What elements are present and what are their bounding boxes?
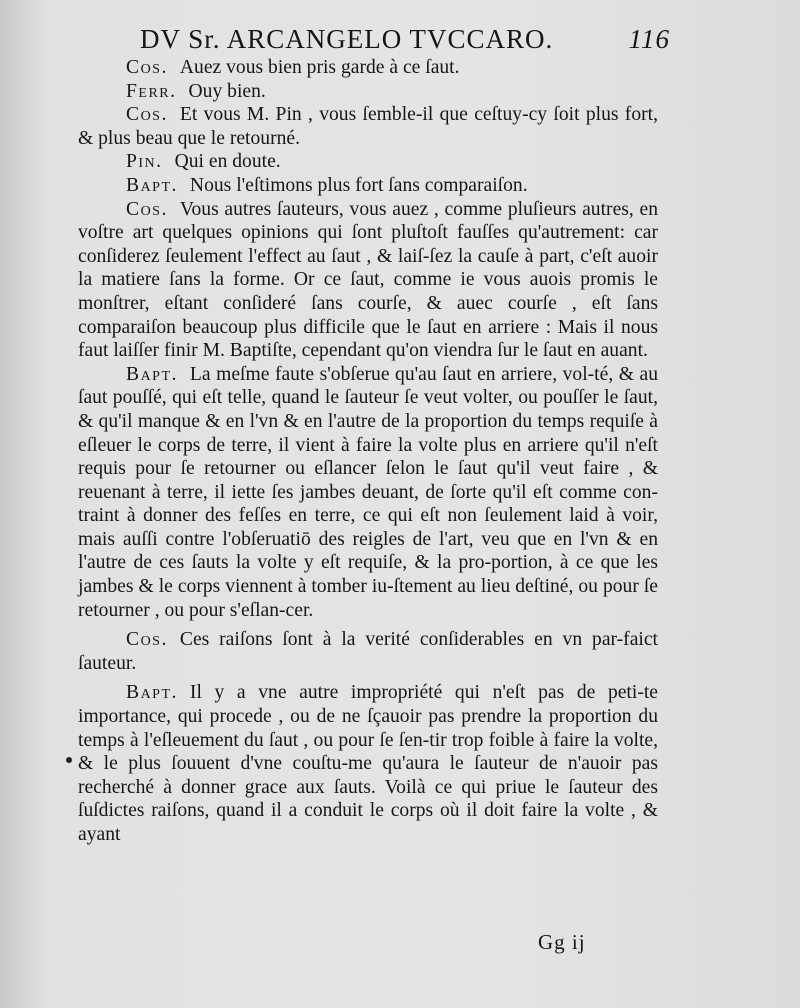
- speaker-label: Cos.: [126, 198, 168, 220]
- speaker-label: Cos.: [126, 57, 168, 78]
- dialogue-text: Qui en doute.: [174, 151, 281, 173]
- dialogue-text: Auez vous bien pris garde à ce ſaut.: [179, 57, 460, 78]
- speaker-label: Pin.: [126, 151, 163, 173]
- dialogue-text: Nous l'eſtimons plus fort ſans comparaiſon.: [189, 174, 528, 196]
- dialogue-paragraph: [78, 198, 658, 363]
- dialogue-text: Il y a vne autre impropriété qui n'eſt pas de peti-te importance, qui procede , ou de ne ſçauoir pas prendre la proportion du temps à l'eſleuement du ſaut , ou pour ſe ſen-tir trop foible à faire la volte, & le plus ſouuent d'vne couſtu-me qu'aura le ſauteur de n'auoir pas recherché à donner grace aux ſauts. Voilà ce qui priue le ſauteur des ſuſdictes raiſons, quand il a conduit le corps où il doit faire la volte , & ayant: [78, 682, 658, 845]
- dialogue-text: Ces raiſons ſont à la verité conſiderables en vn par-faict ſauteur.: [78, 629, 658, 674]
- dialogue-text: Vous autres ſauteurs, vous auez , comme pluſieurs autres, en voſtre art quelques opinions qui ſont pluſtoſt fauſſes qu'autrement: car conſiderez ſeulement l'effect au ſaut , & laiſ-ſez la cauſe à part, c'eſt auoir la matiere ſans la forme. Or ce ſaut, comme ie vous auois promis le monſtrer, eſtant conſideré ſans courſe, & auec courſe , eſt ſans comparaiſon beaucoup plus difficile que le ſaut en arriere : Mais il nous faut laiſſer finir M. Baptiſte, cependant qu'on viendra ſur le ſaut en auant.: [78, 198, 658, 362]
- speaker-label: Bapt.: [126, 363, 178, 385]
- speaker-label: Cos.: [126, 629, 168, 651]
- body-text: [78, 56, 658, 847]
- speaker-label: Ferr.: [126, 80, 177, 102]
- dialogue-paragraph: [78, 80, 658, 104]
- page-header: [140, 24, 670, 60]
- page-number: 116: [628, 24, 670, 54]
- dialogue-paragraph: [78, 681, 658, 846]
- dialogue-paragraph: [78, 628, 658, 675]
- dialogue-paragraph: [78, 363, 658, 623]
- dialogue-paragraph: [78, 103, 658, 150]
- dialogue-paragraph: [78, 150, 658, 174]
- signature-catchword: Gg ij: [538, 930, 586, 954]
- running-title: DV Sr. ARCANGELO TVCCARO.: [140, 24, 554, 54]
- dialogue-text: La meſme faute s'obſerue qu'au ſaut en arriere, vol-té, & au ſaut pouſſé, qui eſt telle, quand le ſauteur ſe veut volter, ou pouſſer le ſaut, & qu'il manque & en l'vn & en l'autre de la proportion du temps requiſe à eſleuer le corps de terre, il vient à faire la volte plus en arriere qu'il n'eſt requis pour ſe retourner ou eſlancer ſelon le ſaut qu'il veut faire , & reuenant à terre, il iette ſes jambes deuant, de ſorte qu'il eſt comme con-traint à donner des feſſes en terre, ce qui eſt non ſeulement laid à voir, mais auſſi contre l'obſeruatiō des reigles de l'art, veu que en l'vn & en l'autre de ces ſauts la volte y eſt requiſe, & la pro-portion, à ce que les jambes & le corps viennent à tomber iu-ſtement au lieu deſtiné, ou pour ſe retourner , ou pour s'eſlan-cer.: [78, 363, 658, 621]
- dialogue-text: Ouy bien.: [188, 80, 266, 102]
- dialogue-paragraph: [78, 174, 658, 198]
- speaker-label: Cos.: [126, 104, 168, 126]
- margin-mark: [66, 757, 72, 763]
- speaker-label: Bapt.: [126, 682, 178, 704]
- dialogue-text: Et vous M. Pin , vous ſemble-il que ceſtuy-cy ſoit plus fort, & plus beau que le retourné.: [78, 104, 658, 149]
- speaker-label: Bapt.: [126, 174, 178, 196]
- dialogue-paragraph: [78, 56, 658, 80]
